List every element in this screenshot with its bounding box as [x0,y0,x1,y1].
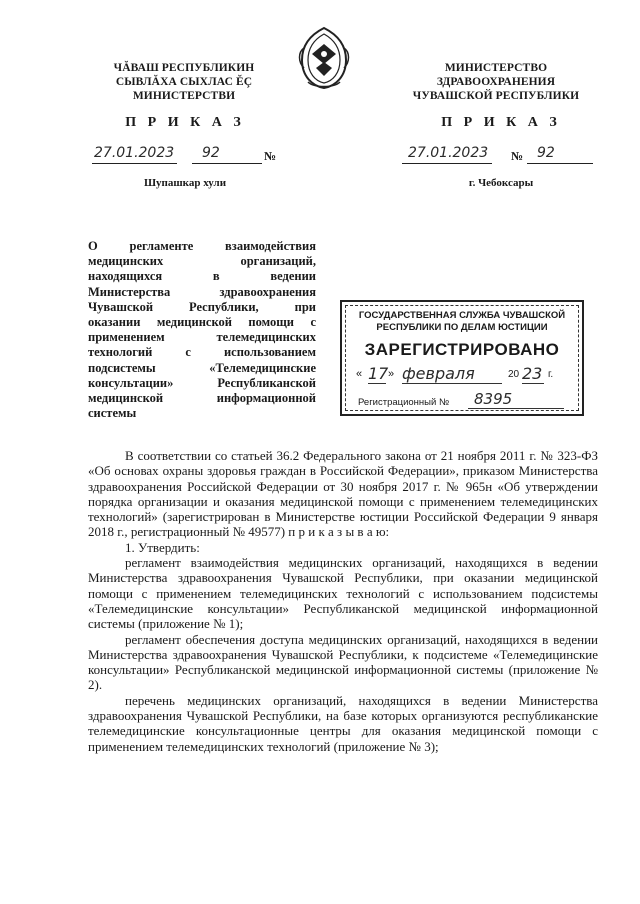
number-sign-left: № [264,149,277,163]
title-line: консультации» Республиканской [88,375,316,390]
date-right: 27.01.2023 [408,145,489,161]
title-line: технологий с использованием [88,345,316,360]
header-right-line-2: ЗДРАВООХРАНЕНИЯ [436,76,556,88]
stamp-year-prefix: 20 [508,369,520,380]
city-left: Шупашкар хули [143,177,227,189]
title-line: медицинской информационной [88,391,316,406]
stamp-year-suffix: 23 [522,364,543,383]
stamp-date-row [356,366,572,386]
intro-paragraph: В соответствии со статьей 36.2 Федерального закона от 21 ноября 2011 г. № 323-ФЗ «Об основах охраны здоровья граждан в Российской Федерации», приказом Министерства здравоохранения Российской Федерации от 30 ноября 2017 г. № 965н «Об утверждении порядка организации и оказания медицинской помощи с применением телемедицинских технологий» (зарегистрирован в Министерстве юстиции Российской Федерации 9 января 2018 г., регистрационный № 49577) п р и к а з ы в а ю: [88,448,598,540]
date-line-right [402,147,492,164]
stamp-day: 17 [368,364,389,383]
title-line: применением телемедицинских [88,330,316,345]
item-1: 1. Утвердить: [125,539,200,555]
stamp-line-1: ГОСУДАРСТВЕННАЯ СЛУЖБА ЧУВАШСКОЙ [358,310,566,321]
stamp-line-2: РЕСПУБЛИКИ ПО ДЕЛАМ ЮСТИЦИИ [376,322,548,333]
order-title [88,239,316,421]
number-line-left [192,147,262,164]
stamp-close-quote: » [388,368,395,380]
title-line: подсистемы «Телемедицинские [88,360,316,375]
ministry-name-russian [396,61,596,103]
header-left-line-1: ЧĂВАШ РЕСПУБЛИКИН [113,62,255,74]
appendix-1-paragraph: регламент взаимодействия медицинских организаций, находящихся в ведении Министерства здравоохранения Чувашской Республики, при оказании медицинской помощи с применением телемедицинских технологий с использованием подсистемы «Телемедицинские консультации» Республиканской медицинской информационной системы (приложение № 1); [88,555,598,632]
coat-of-arms-emblem [294,26,354,90]
appendix-2-paragraph: регламент обеспечения доступа медицинских организаций, находящихся в ведении Министерства здравоохранения Чувашской Республики, к подсистеме «Телемедицинские консультации» Республиканской медицинской информационной системы (приложение № 2). [88,631,598,693]
city-right: г. Чебоксары [468,177,534,189]
emblem-icon [294,26,354,90]
stamp-month: февраля [402,364,502,384]
prikaz-heading-left: П Р И К А З [125,115,245,130]
stamp-open-quote: « [356,368,363,380]
title-line: О регламенте взаимодействия [88,239,316,253]
date-left: 27.01.2023 [94,145,175,161]
number-sign-right: № [511,149,524,163]
title-line: медицинских организаций, [88,254,316,269]
header-left-line-2: СЫВЛĂХА СЫХЛАС ĔÇ [115,76,253,88]
header-left-line-3: МИНИСТЕРСТВИ [132,90,236,102]
number-line-right [527,147,593,164]
number-right: 92 [537,145,555,161]
stamp-registered: ЗАРЕГИСТРИРОВАНО [364,340,560,359]
header-right-line-3: ЧУВАШСКОЙ РЕСПУБЛИКИ [412,90,580,102]
title-line: системы [88,406,137,421]
title-line: Министерства здравоохранения [88,284,316,299]
registration-stamp [340,300,584,416]
appendix-3-paragraph: перечень медицинских организаций, находящихся в ведении Министерства здравоохранения Чувашской Республики, на базе которых организуются республиканские телемедицинские консультационные центры для оказания медицинской помощи с применением телемедицинских технологий (приложение № 3); [88,692,598,754]
number-left: 92 [202,145,220,161]
stamp-reg-number: 8395 [468,390,564,409]
title-line: Чувашской Республики, при [88,299,316,314]
title-line: находящихся в ведении [88,269,316,284]
header-right-line-1: МИНИСТЕРСТВО [444,62,548,74]
title-line: оказании медицинской помощи с [88,315,316,330]
ministry-name-chuvash [84,61,284,103]
stamp-reg-label: Регистрационный № [358,397,450,408]
date-line-left [92,147,177,164]
prikaz-heading-right: П Р И К А З [441,115,561,130]
stamp-reg-row [356,390,572,410]
order-body [88,448,598,754]
stamp-year-g: г. [548,369,554,380]
